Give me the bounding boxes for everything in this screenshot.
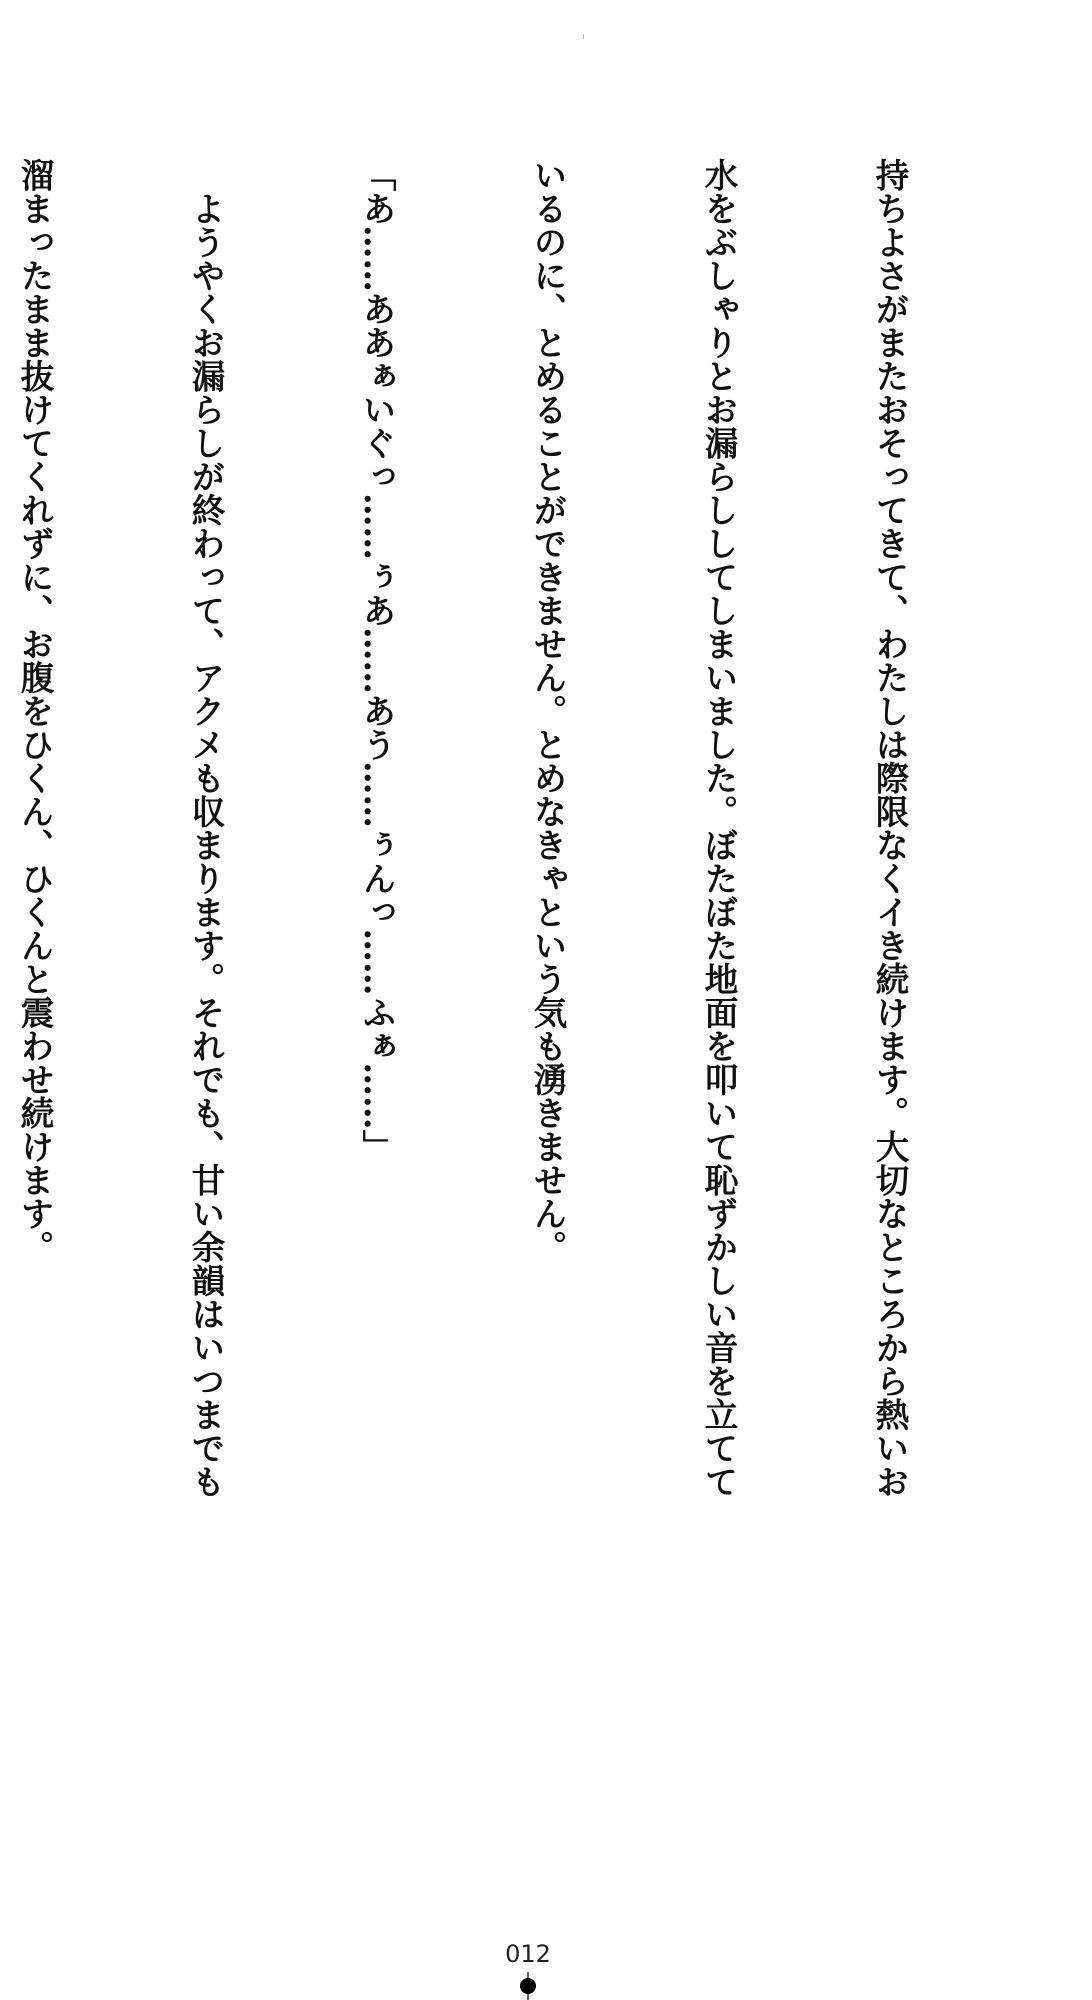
text-line: 「あ……ああぁいぐっ……ぅあ……あう……ぅんっ……ふぁ……」 [357, 158, 396, 1163]
text-line: 持ちよさがまたおそってきて、わたしは際限なくイき続けます。大切なところから熱いお [870, 158, 909, 1498]
text-line: 溜まったまま抜けてくれずに、お腹をひくん、ひくんと震わせ続けます。 [15, 158, 54, 1264]
top-registration-mark [583, 34, 584, 39]
page-number: 012 [505, 1940, 551, 1968]
text-line: 水をぶしゃりとお漏らししてしまいました。ぼたぼた地面を叩いて恥ずかしい音を立てて [699, 158, 738, 1498]
text-line: ようやくお漏らしが終わって、アクメも収まります。それでも、甘い余韻はいつまでも [186, 158, 225, 1498]
page-marker-dot [520, 1978, 536, 1994]
text-line: いるのに、とめることができません。とめなきゃという気も湧きません。 [528, 158, 567, 1264]
vertical-text-body [0, 158, 1032, 1718]
